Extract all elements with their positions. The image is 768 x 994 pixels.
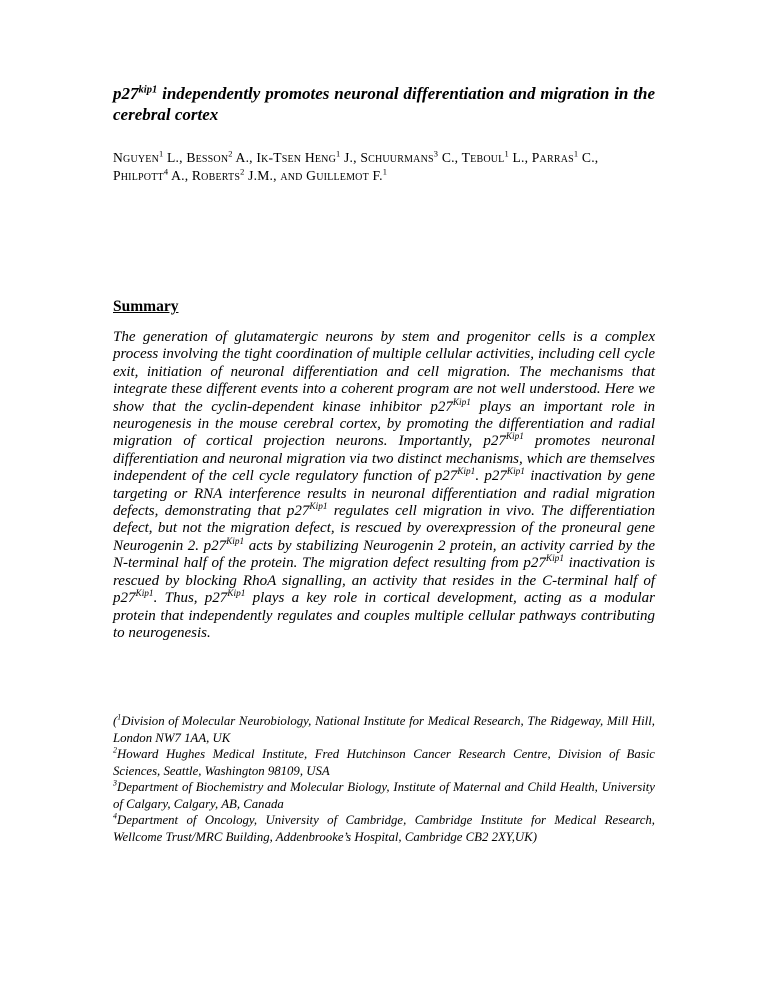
summary-heading: Summary bbox=[113, 298, 179, 315]
summary-text: The generation of glutamatergic neurons by stem and progenitor cells is a complex process involving the tight coordination of multiple cellular activities, including cell cycle exit, initiation of neuronal differentiation and cell migration. The mechanisms that integrate these different events into a coherent program are not well understood. Here we show that the cyclin-dependent kinase inhibitor $p27^{Kip1}$ plays an important role in neurogenesis in the mouse cerebral cortex, by promoting the differentiation and radial migration of cortical projection neurons. Importantly, $p27^{Kip1}$ promotes neuronal differentiation and neuronal migration via two distinct mechanisms, which are themselves independent of the cell cycle regulatory function of $p27^{Kip1}$. $p27^{Kip1}$ inactivation by gene targeting or RNA interference results in neuronal differentiation and radial migration defects, demonstrating that $p27^{Kip1}$ regulates cell migration in vivo. The differentiation defect, but not the migration defect, is rescued by overexpression of the proneural gene Neurogenin 2. $p27^{Kip1}$ acts by stabilizing Neurogenin 2 protein, an activity carried by the N-terminal half of the protein. The migration defect resulting from $p27^{Kip1}$ inactivation is rescued by blocking RhoA signalling, an activity that resides in the C-terminal half of $p27^{Kip1}$. Thus, $p27^{Kip1}$ plays a key role in cortical development, acting as a modular protein that independently regulates and couples multiple cellular pathways contributing to neurogenesis. bbox=[113, 329, 656, 641]
paper-title: $p27^{kip1}$ independently promotes neuronal differentiation and migration in the cerebral cortex bbox=[113, 84, 655, 124]
affiliation-2: $^2$Howard Hughes Medical Institute, Fred Hutchinson Cancer Research Centre, Division of Basic Sciences, Seattle, Washington 98109, USA bbox=[113, 745, 655, 778]
affiliations-block bbox=[113, 713, 655, 845]
affiliation-4: $^4$Department of Oncology, University of Cambridge, Cambridge Institute for Medical Research, Wellcome Trust/MRC Building, Addenbrooke’s Hospital, Cambridge CB2 2XY,UK) bbox=[113, 811, 655, 844]
affiliation-1: ($^1$Division of Molecular Neurobiology, National Institute for Medical Research, The Ridgeway, Mill Hill, London NW7 1AA, UK bbox=[113, 712, 655, 745]
affiliation-3: $^3$Department of Biochemistry and Molecular Biology, Institute of Maternal and Child Health, University of Calgary, Calgary, AB, Canada bbox=[113, 778, 655, 811]
author-list: Nguyen$^1$ L., Besson$^2$ A., Ik-Tsen Heng$^1$ J., Schuurmans$^3$ C., Teboul$^1$ L., Parras$^1$ C., Philpott$^4$ A., Roberts$^2$ J.M., and Guillemot F.$^1$ bbox=[113, 148, 599, 183]
